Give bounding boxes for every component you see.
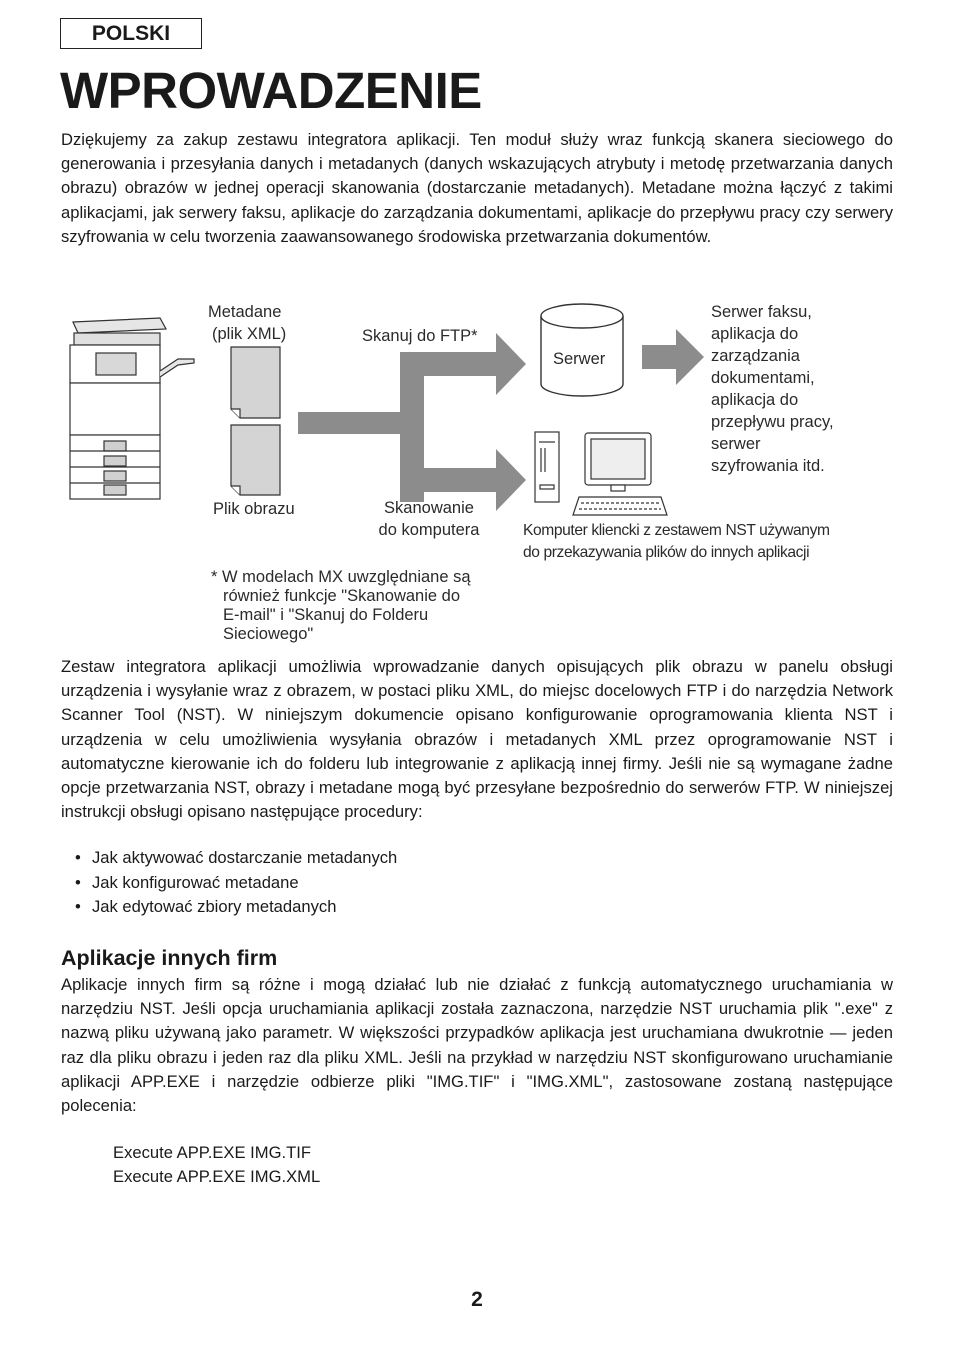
section-paragraph: Aplikacje innych firm są różne i mogą działać lub nie działać z funkcją automatycznego uruchamiania w narzędziu NST. Jeśli opcja uruchamiania aplikacji została zaznaczona, narzędzie NST uruchamia plik ".exe" z nazwą pliku używaną jako parametr. W większości przypadków aplikacja jest uruchamiana dwukrotnie — jeden raz dla pliku obrazu i jeden raz dla pliku XML. Jeśli na przykład w narzędziu NST skonfigurowano uruchamianie aplikacji APP.EXE i narzędzie odbierze pliki "IMG.TIF" i "IMG.XML", zastosowane zostaną następujące polecenia:	[61, 975, 893, 1116]
scan-to-ftp-label: Skanuj do FTP*	[362, 327, 478, 345]
client-pc-line: do przekazywania plików do innych aplikacji	[523, 544, 810, 561]
scan-to-pc-line: do komputera	[378, 521, 480, 539]
fax-server-line: aplikacja do	[711, 391, 799, 409]
body-paragraph: Zestaw integratora aplikacji umożliwia wprowadzanie danych opisujących plik obrazu w panelu obsługi urządzenia i wysyłanie wraz z obrazem, w postaci pliku XML, do miejsc docelowych FTP i do narzędzia Network Scanner Tool (NST). W niniejszym dokumencie opisano konfigurowanie oprogramowania klienta NST i urządzenia w celu umożliwienia wysyłania obrazów i metadanych XML przez oprogramowanie NST i automatyczne kierowanie ich do folderu lub integrowanie z aplikacją innej firmy. Jeśli nie są wymagane żadne opcje przetwarzania NST, obrazy i metadane mogą być przesyłane bezpośrednio do serwerów FTP. W niniejszej instrukcji obsługi opisano następujące procedury:	[61, 657, 893, 822]
fax-server-label	[711, 301, 834, 477]
fax-server-line: przepływu pracy,	[711, 413, 834, 431]
metadata-label-line: Metadane	[208, 303, 282, 321]
mfp-printer-icon	[70, 318, 194, 499]
metadata-label	[208, 301, 286, 345]
fax-server-line: dokumentami,	[711, 369, 815, 387]
workflow-diagram	[0, 285, 954, 655]
page-number: 2	[471, 1288, 483, 1311]
footnote-line: E-mail" i "Skanuj do Folderu	[223, 606, 429, 624]
fax-server-line: szyfrowania itd.	[711, 457, 825, 475]
fax-server-line: serwer	[711, 435, 761, 453]
intro-paragraph: Dziękujemy za zakup zestawu integratora aplikacji. Ten moduł służy wraz funkcją skanera sieciowego do generowania i przesyłania danych i metadanych (danych wskazujących atrybuty i metodę przetwarzania danych obrazu) obrazów w jednej operacji skanowania (dostarczanie metadanych). Metadane można łączyć z takimi aplikacjami, jak serwery faksu, aplikacje do zarządzania dokumentami, aplikacje do przepływu pracy czy serwery szyfrowania w celu tworzenia zaawansowanego środowiska przetwarzania dokumentów.	[61, 130, 893, 246]
metadata-label-line: (plik XML)	[212, 325, 287, 343]
footnote-line: również funkcje "Skanowanie do	[223, 587, 460, 605]
scan-to-pc-line: Skanowanie	[384, 499, 474, 517]
footnote-line: Sieciowego"	[223, 625, 314, 643]
server-label: Serwer	[553, 350, 606, 368]
fax-server-line: zarządzania	[711, 347, 800, 365]
fax-server-line: aplikacja do	[711, 325, 799, 343]
image-document-icon	[231, 425, 280, 495]
client-pc-line: Komputer kliencki z zestawem NST używanym	[523, 522, 830, 539]
list-item: • Jak edytować zbiory metadanych	[75, 895, 397, 920]
section-heading: Aplikacje innych firm	[61, 946, 278, 970]
image-file-label: Plik obrazu	[213, 500, 295, 518]
footnote-line: * W modelach MX uwzględniane są	[211, 568, 471, 586]
procedure-list	[75, 846, 397, 920]
page-title: WPROWADZENIE	[60, 62, 482, 119]
command-line: Execute APP.EXE IMG.TIF	[113, 1143, 311, 1162]
command-line: Execute APP.EXE IMG.XML	[113, 1167, 321, 1186]
scan-to-pc-label	[362, 497, 496, 541]
client-computer-icon	[535, 432, 667, 515]
list-item: • Jak aktywować dostarczanie metadanych	[75, 846, 397, 871]
fax-server-line: Serwer faksu,	[711, 303, 812, 321]
list-item: • Jak konfigurować metadane	[75, 871, 397, 896]
footnote	[211, 568, 471, 644]
language-label: POLSKI	[60, 18, 202, 49]
metadata-document-icon	[231, 347, 280, 418]
client-pc-label	[523, 520, 830, 564]
